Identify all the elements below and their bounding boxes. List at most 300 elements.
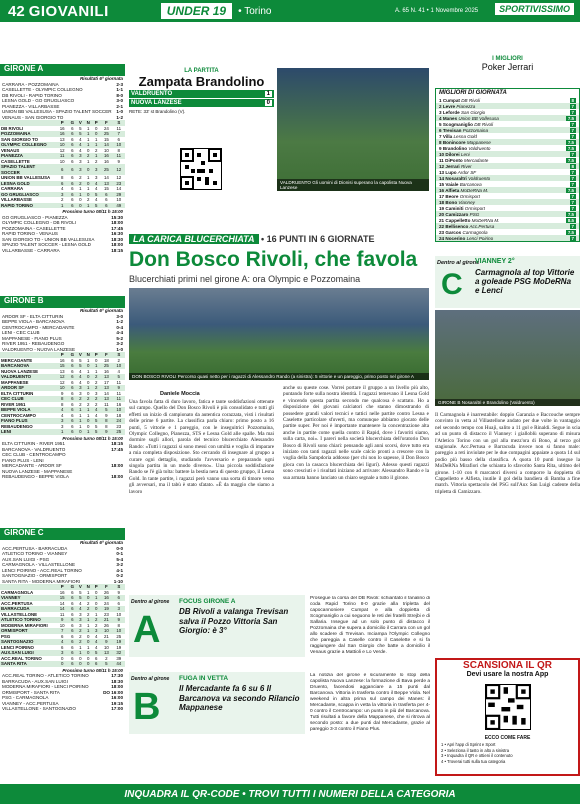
stat-cell: 2 — [87, 611, 90, 617]
team-name: CARMAGNOLA — [1, 589, 34, 595]
team-name: LENCI POIRINO — [1, 644, 34, 650]
match-teams: CENTROCAMPO - MERCADANTE — [2, 324, 75, 330]
stat-cell: 6 — [71, 202, 74, 208]
match-score: 5-4 — [116, 556, 123, 562]
stat-cell: 6 — [71, 423, 74, 429]
stat-cell: 0 — [79, 655, 82, 661]
player-name: 21 Cappelletto — [439, 217, 471, 223]
player-rating: 7 — [571, 235, 574, 241]
column-header: S — [117, 120, 121, 125]
player-rating: 7 — [571, 121, 574, 127]
stat-cell: 15 — [103, 186, 109, 191]
stat-cell: 3 — [95, 390, 98, 396]
player-club: PSG — [468, 211, 480, 217]
player-club: Pianezza — [455, 103, 476, 109]
column-header: F — [105, 352, 108, 357]
match-score: 18:00 — [111, 684, 123, 689]
stat-cell: 6 — [71, 622, 74, 628]
match-score: 18:00 — [111, 220, 123, 225]
stat-cell: 4 — [79, 142, 82, 147]
stat-cell: 9 — [105, 412, 108, 418]
away-team-row — [129, 99, 274, 107]
match-score: 1-0 — [116, 109, 123, 114]
stat-cell: 14 — [59, 606, 65, 611]
focus-b-title: FUGA IN VETTA — [179, 675, 229, 682]
stat-cell: 6 — [71, 639, 74, 644]
match-teams: SANTA RITA - MODERNA MIRAFIORI — [2, 578, 81, 584]
stat-cell: 6 — [71, 379, 74, 385]
stat-cell: 24 — [116, 418, 122, 423]
stat-cell: 13 — [103, 180, 109, 186]
match-teams: DB RIVOLI - RAPID TORINO — [2, 92, 62, 98]
player-club: San Giorgio — [459, 109, 486, 115]
stat-cell: 6 — [71, 191, 74, 197]
stat-cell: 2 — [95, 617, 98, 622]
stat-cell: 16 — [59, 125, 65, 131]
table-row — [0, 142, 125, 148]
stat-cell: 4 — [95, 197, 98, 202]
match-teams: UNION BB VALLESUSA - SPAZIO TALENT SOCCER — [2, 109, 112, 114]
stat-cell: 4 — [95, 412, 98, 418]
player-club: DB Rivoli — [459, 97, 481, 103]
team-name: SAN GIORGIO TO — [1, 136, 38, 142]
stat-cell: 18 — [116, 412, 122, 418]
stat-cell: 6 — [71, 418, 74, 423]
stat-cell: 15 — [59, 595, 65, 600]
team-name: POZZOMAINA — [1, 131, 31, 136]
team-name: MAPPANESE — [1, 379, 29, 385]
match-teams: MAPPANESE - FIANO PLUS — [2, 335, 62, 341]
stat-cell: 1 — [95, 595, 98, 600]
stat-cell: 6 — [60, 644, 64, 650]
player-name: 3 Leforde — [439, 109, 460, 115]
player-name: 1 Cumpat — [439, 97, 460, 103]
stat-cell: 0 — [79, 197, 82, 202]
stat-cell: 15 — [103, 136, 109, 142]
home-team-row — [129, 90, 274, 98]
stat-cell: 24 — [103, 600, 109, 606]
team-name: SPAZIO TALENT SOCCER — [1, 164, 36, 175]
stat-cell: 6 — [60, 633, 64, 639]
team-name: LESNA GOLD — [1, 180, 30, 186]
match-teams: SANTOGNAZIO - ORMISPORT — [2, 573, 68, 578]
player-rating: 7 — [571, 169, 574, 175]
column-header: F — [105, 584, 108, 589]
stat-cell: 25 — [116, 633, 122, 639]
player-row — [436, 235, 579, 241]
stat-cell: 1 — [87, 589, 90, 595]
stat-cell: 6 — [71, 606, 74, 611]
table-row — [0, 639, 125, 645]
match-teams: AUX.SAN LUIGI - PSG — [2, 556, 50, 562]
stat-cell: 6 — [71, 650, 74, 655]
team-name: ACC.REAL TORINO — [1, 655, 42, 661]
table-row — [0, 628, 125, 634]
stat-cell: 7 — [60, 628, 64, 633]
stat-cell: 0 — [95, 600, 98, 606]
stat-cell: 6 — [71, 611, 74, 617]
stat-cell: 6 — [71, 175, 74, 180]
next-list — [0, 441, 125, 480]
team-name: SANTOGNAZIO — [1, 639, 34, 644]
stat-cell: 2 — [95, 401, 98, 407]
stat-cell: 11 — [116, 379, 122, 385]
stat-cell: 6 — [60, 166, 64, 172]
standings-table — [0, 352, 125, 435]
match-teams: ATLETICO TORINO - VIANNEY — [2, 551, 68, 556]
stat-cell: 4 — [95, 639, 98, 644]
stat-cell: 4 — [79, 136, 82, 142]
player-name: 19 Caminiti — [439, 205, 464, 211]
stat-cell: 10 — [116, 363, 122, 368]
column-header: N — [86, 352, 90, 357]
edition-info: A. 65 N. 41 • 1 Novembre 2025 — [395, 8, 479, 14]
stat-cell: 0 — [87, 147, 90, 153]
team-name: FIANO PLUS — [1, 418, 28, 423]
player-name: 22 Bellisenco — [439, 223, 469, 229]
stat-cell: 3 — [79, 617, 82, 622]
stat-cell: 4 — [79, 147, 82, 153]
match-teams: LESNA GOLD - GO GRUGLIASCO — [2, 98, 75, 103]
stat-cell: 3 — [60, 418, 64, 423]
stat-cell: 5 — [95, 418, 98, 423]
player-club: Lenci Poirino — [465, 235, 494, 241]
stat-cell: 10 — [116, 611, 122, 617]
player-club: Leni — [459, 151, 470, 157]
match-teams: OLYMPIC COLLEGNO - DB RIVOLI — [2, 220, 76, 225]
player-name: 15 Vaiale — [439, 181, 459, 187]
results-title: Risultati 6ª giornata — [79, 540, 123, 545]
table-row — [0, 595, 125, 601]
kicker-tag: LA CARICA BLUCERCHIATA — [129, 234, 259, 244]
next-title: Prossimo turno 08/11 h 15:00 — [62, 667, 123, 673]
results-list — [0, 82, 125, 121]
stat-cell: 1 — [87, 644, 90, 650]
focus-a-text: DB Rivoli a valanga Trevisan salva il Pozzo Vittoria San Giorgio: è 3° — [179, 607, 289, 635]
match-score: 17:45 — [111, 225, 123, 231]
player-club: Barcanova — [458, 181, 482, 187]
stat-cell: 10 — [103, 644, 109, 650]
table-row — [0, 396, 125, 402]
stat-cell: 0 — [95, 589, 98, 595]
stat-cell: 0 — [60, 655, 64, 661]
scan-steps — [441, 742, 513, 764]
stat-cell: 5 — [79, 595, 82, 600]
team-name: OLYMPIC COLLEGNO — [1, 142, 47, 147]
player-club: MoDeRNa M. — [459, 187, 489, 193]
stat-cell: 10 — [59, 385, 65, 390]
stat-cell: 0 — [95, 357, 98, 363]
table-row — [0, 385, 125, 391]
match-score: 17:30 — [111, 673, 123, 678]
stat-cell: 2 — [95, 396, 98, 401]
stat-cell: 1 — [95, 153, 98, 158]
stat-cell: 10 — [116, 407, 122, 412]
column-header: G — [70, 352, 75, 357]
stat-cell: 12 — [59, 379, 65, 385]
stat-cell: 23 — [116, 180, 122, 186]
stat-cell: 1 — [87, 202, 90, 208]
team-name: MERCADANTE — [1, 357, 33, 363]
player-name: 11 DiPonto — [439, 157, 463, 163]
match-score: 3-0 — [116, 98, 123, 103]
stat-cell: 0 — [87, 166, 90, 172]
match-score: 0-0 — [116, 545, 123, 551]
stat-cell: 3 — [79, 622, 82, 628]
stat-cell: 1 — [87, 158, 90, 164]
player-rating: 8 — [571, 163, 574, 169]
stat-cell: 0 — [87, 379, 90, 385]
focus-a-letter: A — [133, 609, 161, 651]
poker-box — [435, 56, 580, 72]
stat-cell: 11 — [116, 396, 122, 401]
qr-code-icon[interactable] — [485, 684, 531, 730]
stat-cell: 0 — [87, 390, 90, 396]
stat-cell: 5 — [79, 363, 82, 368]
player-rating: 7 — [571, 181, 574, 187]
match-teams: BARCANOVA - VALDRUENTO — [2, 446, 66, 452]
stat-cell: 1 — [87, 142, 90, 147]
partita-label: LA PARTITA — [184, 68, 219, 74]
next-title: Prossimo turno 08/11 h 15:00 — [62, 435, 123, 441]
stat-cell: 6 — [71, 197, 74, 202]
stat-cell: 1 — [87, 175, 90, 180]
stat-cell: 11 — [104, 401, 109, 407]
stat-cell: 15 — [59, 363, 65, 368]
page-header — [0, 0, 580, 22]
match-score: 1-2 — [116, 319, 123, 324]
stat-cell: 6 — [71, 401, 74, 407]
player-name: 13 Lupo — [439, 169, 457, 175]
stat-cell: 6 — [71, 628, 74, 633]
stat-cell: 6 — [71, 655, 74, 661]
stat-cell: 4 — [117, 368, 120, 374]
stat-cell: 1 — [87, 125, 90, 131]
stat-cell: 4 — [95, 180, 98, 186]
player-name: 14 Nosaraltri — [439, 175, 467, 181]
qr-code-icon[interactable] — [180, 148, 222, 190]
stat-cell: 2 — [95, 622, 98, 628]
stat-cell: 10 — [59, 142, 65, 147]
stat-cell: 3 — [79, 385, 82, 390]
table-row — [0, 617, 125, 623]
stat-cell: 0 — [87, 374, 90, 379]
stat-cell: 3 — [95, 628, 98, 633]
stat-cell: 6 — [71, 617, 74, 622]
table-row — [0, 203, 125, 209]
match-score: 0-2 — [116, 573, 123, 578]
team-name: PIANEZZA — [1, 153, 23, 158]
stat-cell: 3 — [60, 423, 64, 429]
match-teams: SPAZIO TALENT SOCCER - LESNA GOLD — [2, 242, 92, 247]
stat-cell: 19 — [103, 606, 109, 611]
player-name: 5 Scogmaniglio — [439, 121, 473, 127]
stat-cell: 16 — [103, 595, 109, 600]
player-rating: 7 — [571, 175, 574, 181]
match-row — [0, 706, 125, 712]
player-club: Mercadante — [462, 157, 489, 163]
stat-cell: 1 — [79, 644, 82, 650]
stat-cell: 26 — [103, 589, 109, 595]
photo-caption: GIRONE B Nosaraltri e Brandolino (Valdruento) — [435, 399, 580, 406]
stat-cell: 16 — [116, 401, 122, 407]
stat-cell: 2 — [79, 639, 82, 644]
home-score: 1 — [266, 91, 270, 97]
match-score: 1-1 — [116, 87, 123, 92]
stat-cell: 1 — [87, 429, 90, 434]
match-score: 3-2 — [116, 341, 123, 346]
team-name: AUX.SAN LUIGI — [1, 650, 34, 655]
stat-cell: 5 — [117, 374, 120, 379]
table-row — [0, 650, 125, 656]
table-row — [0, 153, 125, 159]
stat-cell: 6 — [71, 142, 74, 147]
match-score: 1-2 — [116, 114, 123, 120]
player-club: Valdruento — [466, 175, 491, 181]
stat-cell: 10 — [116, 628, 122, 633]
match-score: 4-4 — [116, 330, 123, 335]
team-name: CEC CLUB — [1, 396, 24, 401]
stat-cell: 2 — [95, 374, 98, 379]
team-photo-valdruento — [277, 68, 429, 191]
player-rating: 7.5 — [567, 139, 574, 145]
team-name: BARCANOVA — [1, 363, 30, 368]
stat-cell: 6 — [71, 390, 74, 396]
stat-cell: 1 — [79, 412, 82, 418]
stat-cell: 25 — [103, 363, 109, 368]
stat-cell: 0 — [87, 595, 90, 600]
match-score: 4-1 — [116, 567, 123, 573]
stat-cell: 0 — [87, 363, 90, 368]
match-teams: BARRACUDA - AUX.SAN LUIGI — [2, 678, 68, 684]
stat-cell: 2 — [79, 401, 82, 407]
stat-cell: 2 — [87, 600, 90, 606]
category-label: UNDER 19 — [161, 3, 232, 19]
stat-cell: 6 — [71, 363, 74, 368]
match-teams: SAN GIORGIO TO - UNION BB VALLESUSA — [2, 236, 95, 242]
player-club: MoDeRNa M. — [470, 217, 500, 223]
table-row — [0, 363, 125, 369]
stat-cell: 3 — [79, 390, 82, 396]
stat-cell: 39 — [116, 655, 122, 661]
player-name: 7 Villa — [439, 133, 453, 139]
match-teams: REBAUDENGO - BEPPE VIOLA — [2, 474, 69, 479]
stat-cell: 1 — [95, 363, 98, 368]
results-title: Risultati 6ª giornata — [79, 76, 123, 81]
player-name: 20 Camizzaro — [439, 211, 469, 217]
stat-cell: 6 — [60, 180, 64, 186]
stat-cell: 32 — [116, 650, 122, 655]
column-header: P — [94, 352, 98, 357]
scan-step: 2 • Seleziona il tasto in alto a sinistra — [441, 747, 510, 753]
next-list — [0, 673, 125, 712]
stat-cell: 13 — [103, 650, 109, 655]
match-score: 1-0 — [116, 346, 123, 352]
player-rating: 7 — [571, 127, 574, 133]
column-header: G — [70, 584, 75, 589]
match-score: DO 16:00 — [103, 689, 123, 695]
stat-cell: 5 — [79, 125, 82, 131]
poker-label: I MIGLIORI — [492, 56, 523, 62]
stat-cell: 1 — [79, 186, 82, 191]
match-score: 18:00 — [111, 242, 123, 247]
match-score: 2-1 — [116, 103, 123, 109]
stat-cell: 8 — [105, 418, 108, 423]
team-name: MODERNA MIRAFIORI — [1, 622, 48, 628]
stat-cell: 0 — [87, 633, 90, 639]
stat-cell: 3 — [117, 606, 120, 611]
match-teams: VENAUS - SAN GIORGIO TO — [2, 114, 64, 120]
match-score: 3-2 — [116, 562, 123, 567]
home-team: VALDRUENTO — [131, 91, 173, 97]
player-name: 16 Alfieta — [439, 187, 460, 193]
footer-banner: INQUADRA IL QR-CODE • TROVI TUTTI I NUMERI DELLA CATEGORIA — [0, 784, 580, 804]
author: Daniele Moccia — [160, 391, 200, 397]
column-header: P — [60, 120, 64, 125]
poker-title: Poker Jerrari — [481, 62, 534, 72]
match-teams: LENCI POIRINO - ACC.REAL TORINO — [2, 567, 82, 573]
stat-cell: 7 — [117, 131, 120, 136]
girone-a-title: GIRONE A — [0, 64, 125, 76]
stat-cell: 9 — [60, 617, 64, 622]
girone-c-title: GIRONE C — [0, 528, 125, 540]
stat-cell: 5 — [79, 131, 82, 136]
focus-b-letter: B — [133, 686, 161, 728]
stat-cell: 2 — [87, 153, 90, 158]
stat-cell: 6 — [71, 412, 74, 418]
player-club: Carmagnola — [461, 229, 488, 235]
stat-cell: 5 — [95, 429, 98, 434]
match-teams: LENI - CEC CLUB — [2, 330, 40, 335]
player-rating: 7 — [571, 109, 574, 115]
section-title: GIOVANILI — [28, 2, 109, 20]
focus-b-body: La notizia del girone è sicuramente lo stop della capolista Nuova Lanzese: la formazione di Bava perde a Druento, facendosi agganciare a 15 punti dal Barcanova. Vittoria in trasferta contro il Beppe Viola. Nel weekend in altra prima sul campo dei Manes: il Mercadante, scappa in vetta la vittoria in trasferta per 4-0 contro il Centrocampo: un punto in più del Barcanova. Tutti risultati a favore della Mappanese, che si ritrova al secondo posto: a due punti dal Mercadante, grazie al pareggio 3-3 contro il Fiano Plus. — [310, 673, 430, 732]
match-teams: CARRARA - POZZOMAINA — [2, 81, 59, 87]
right-col-text: Il Carmagnola è inarrestabile: doppio Garanzia e Baccouche sempre convinto in vetta al Villastellone andato per due volte in vantaggio nel secondo tempo con Huaji, salito a 11 gol e Rinaldi. Segue in scia ad un punto di distacco il Vianney: i gialloblù superano di misura l'Atletico Torino con un gol alla mezz'ora di Bono, al terzo gol stagionale. Acc.Pertusa e Barracuda invece non si fanno male: pareggio a reti inviolate per le due compagini appaiate a quota 14 sul podio più basso della classifica. A quota 10 punti insegue la MoDeRNa Mirafiori che schianta lo sfavorito Santa Rita, ultimo del girone. 1-10 con 8 marcatori diversi a comporre la doppietta di Cappelletto e Alfieta, inutile il gol della bandiera di Bamba a fine match. Vittoria spettacolo del PSG sull'Aux San Luigi cadente della tripletta di Camizzaro. — [435, 412, 580, 495]
match-score: 16:00 — [111, 695, 123, 700]
stat-cell: 6 — [71, 186, 74, 191]
match-score: 3-0 — [116, 313, 123, 319]
stat-cell: 9 — [60, 390, 64, 396]
stat-cell: 6 — [95, 661, 98, 666]
table-row — [0, 175, 125, 181]
standings-table — [0, 584, 125, 667]
stat-cell: 1 — [87, 131, 90, 136]
column-header: P — [94, 120, 98, 125]
focus-b-label: Dentro al girone — [131, 676, 170, 682]
kicker — [129, 234, 429, 244]
stat-cell: 1 — [79, 650, 82, 655]
player-name: 18 Bono — [439, 199, 458, 205]
masthead-logo: SPORTIVISSIMO — [495, 3, 574, 15]
match-score: 1-10 — [113, 578, 123, 584]
stat-cell: 11 — [116, 153, 122, 158]
stat-cell: 16 — [59, 589, 65, 595]
player-club: River — [459, 163, 472, 169]
girone-a — [0, 64, 125, 253]
stat-cell: 5 — [79, 357, 82, 363]
player-rating: 8 — [571, 97, 574, 103]
stat-cell: 0 — [87, 655, 90, 661]
match-teams: ACC.PERTUSA - BARRACUDA — [2, 545, 68, 551]
match-teams: ORMISPORT - SANTA RITA — [2, 689, 60, 695]
stat-cell: 1 — [87, 385, 90, 390]
stat-cell: 8 — [117, 622, 120, 628]
match-teams: CASELLETTE - OLYMPIC COLLEGNO — [2, 87, 83, 92]
stat-cell: 0 — [87, 423, 90, 429]
stat-cell: 4 — [95, 633, 98, 639]
team-name: RAPID TORINO — [1, 202, 33, 208]
